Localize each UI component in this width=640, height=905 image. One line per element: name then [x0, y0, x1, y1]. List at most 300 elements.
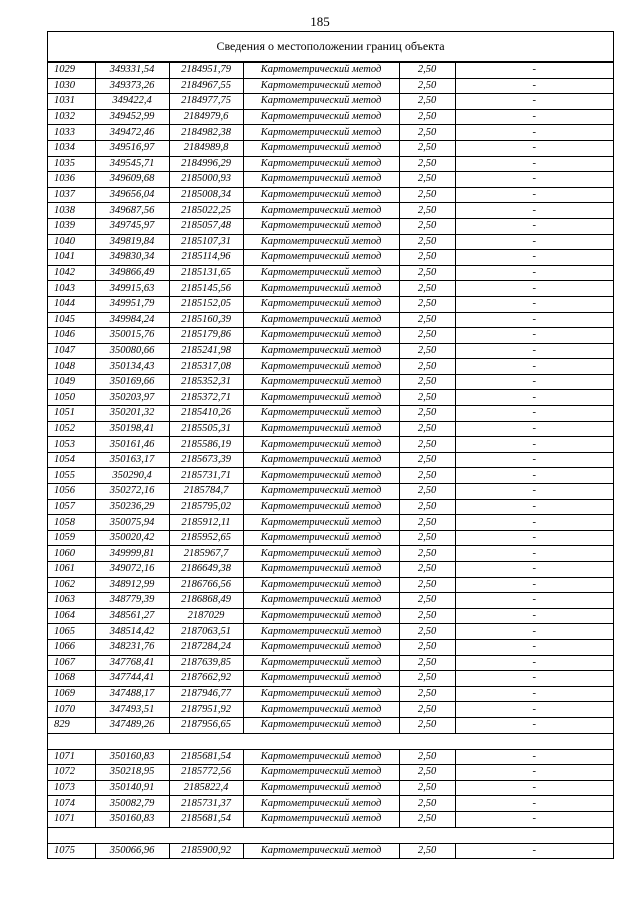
x-coordinate-cell: 349866,49: [95, 265, 169, 281]
y-coordinate-cell: 2185410,26: [169, 406, 243, 422]
table-row: [48, 265, 613, 281]
method-cell: Картометрический метод: [243, 749, 399, 765]
y-coordinate-cell: 2185352,31: [169, 374, 243, 390]
point-number-cell: 1065: [48, 624, 95, 640]
table-row: [48, 577, 613, 593]
note-cell: -: [455, 765, 613, 781]
x-coordinate-cell: 350169,66: [95, 374, 169, 390]
point-number-cell: 1066: [48, 639, 95, 655]
y-coordinate-cell: 2185114,96: [169, 250, 243, 266]
accuracy-cell: 2,50: [399, 312, 455, 328]
table-row: [48, 156, 613, 172]
accuracy-cell: 2,50: [399, 530, 455, 546]
method-cell: Картометрический метод: [243, 437, 399, 453]
y-coordinate-cell: 2185967,7: [169, 546, 243, 562]
note-cell: -: [455, 608, 613, 624]
x-coordinate-cell: 348912,99: [95, 577, 169, 593]
accuracy-cell: 2,50: [399, 811, 455, 827]
y-coordinate-cell: 2185822,4: [169, 780, 243, 796]
note-cell: -: [455, 717, 613, 733]
table-row: [48, 63, 613, 79]
note-cell: -: [455, 749, 613, 765]
table-row: [48, 312, 613, 328]
note-cell: -: [455, 109, 613, 125]
point-number-cell: 1070: [48, 702, 95, 718]
y-coordinate-cell: 2185505,31: [169, 421, 243, 437]
accuracy-cell: 2,50: [399, 577, 455, 593]
note-cell: -: [455, 655, 613, 671]
accuracy-cell: 2,50: [399, 343, 455, 359]
note-cell: -: [455, 515, 613, 531]
note-cell: -: [455, 530, 613, 546]
point-number-cell: 1030: [48, 78, 95, 94]
y-coordinate-cell: 2185000,93: [169, 172, 243, 188]
method-cell: Картометрический метод: [243, 452, 399, 468]
accuracy-cell: 2,50: [399, 94, 455, 110]
point-number-cell: 1055: [48, 468, 95, 484]
method-cell: Картометрический метод: [243, 655, 399, 671]
x-coordinate-cell: 349745,97: [95, 218, 169, 234]
accuracy-cell: 2,50: [399, 265, 455, 281]
table-row: [48, 468, 613, 484]
x-coordinate-cell: 350203,97: [95, 390, 169, 406]
method-cell: Картометрический метод: [243, 421, 399, 437]
point-number-cell: 1031: [48, 94, 95, 110]
y-coordinate-cell: 2187639,85: [169, 655, 243, 671]
y-coordinate-cell: 2187284,24: [169, 639, 243, 655]
point-number-cell: 1038: [48, 203, 95, 219]
x-coordinate-cell: 349984,24: [95, 312, 169, 328]
point-number-cell: 1057: [48, 499, 95, 515]
method-cell: Картометрический метод: [243, 624, 399, 640]
method-cell: Картометрический метод: [243, 125, 399, 141]
x-coordinate-cell: 349999,81: [95, 546, 169, 562]
note-cell: -: [455, 437, 613, 453]
point-number-cell: 829: [48, 717, 95, 733]
method-cell: Картометрический метод: [243, 686, 399, 702]
accuracy-cell: 2,50: [399, 359, 455, 375]
point-number-cell: 1071: [48, 749, 95, 765]
accuracy-cell: 2,50: [399, 125, 455, 141]
note-cell: -: [455, 78, 613, 94]
x-coordinate-cell: 348779,39: [95, 593, 169, 609]
table-row: [48, 639, 613, 655]
accuracy-cell: 2,50: [399, 593, 455, 609]
method-cell: Картометрический метод: [243, 702, 399, 718]
x-coordinate-cell: 350198,41: [95, 421, 169, 437]
method-cell: Картометрический метод: [243, 312, 399, 328]
table-separator-row: [48, 733, 613, 749]
note-cell: -: [455, 125, 613, 141]
note-cell: -: [455, 281, 613, 297]
method-cell: Картометрический метод: [243, 515, 399, 531]
note-cell: -: [455, 390, 613, 406]
table-row: [48, 296, 613, 312]
x-coordinate-cell: 348231,76: [95, 639, 169, 655]
y-coordinate-cell: 2185772,56: [169, 765, 243, 781]
point-number-cell: 1045: [48, 312, 95, 328]
page-number: 185: [310, 14, 330, 29]
y-coordinate-cell: 2186868,49: [169, 593, 243, 609]
table-row: [48, 172, 613, 188]
accuracy-cell: 2,50: [399, 702, 455, 718]
accuracy-cell: 2,50: [399, 717, 455, 733]
note-cell: -: [455, 484, 613, 500]
table-row: [48, 140, 613, 156]
x-coordinate-cell: 349516,97: [95, 140, 169, 156]
accuracy-cell: 2,50: [399, 187, 455, 203]
method-cell: Картометрический метод: [243, 717, 399, 733]
x-coordinate-cell: 349452,99: [95, 109, 169, 125]
accuracy-cell: 2,50: [399, 328, 455, 344]
x-coordinate-cell: 350066,96: [95, 843, 169, 859]
point-number-cell: 1035: [48, 156, 95, 172]
table-row: [48, 624, 613, 640]
method-cell: Картометрический метод: [243, 250, 399, 266]
method-cell: Картометрический метод: [243, 265, 399, 281]
method-cell: Картометрический метод: [243, 234, 399, 250]
method-cell: Картометрический метод: [243, 499, 399, 515]
x-coordinate-cell: 349472,46: [95, 125, 169, 141]
point-number-cell: 1036: [48, 172, 95, 188]
accuracy-cell: 2,50: [399, 218, 455, 234]
y-coordinate-cell: 2184967,55: [169, 78, 243, 94]
y-coordinate-cell: 2185795,02: [169, 499, 243, 515]
note-cell: -: [455, 296, 613, 312]
point-number-cell: 1053: [48, 437, 95, 453]
note-cell: -: [455, 94, 613, 110]
method-cell: Картометрический метод: [243, 843, 399, 859]
x-coordinate-cell: 349422,4: [95, 94, 169, 110]
table-title: Сведения о местоположении границ объекта: [48, 32, 613, 62]
method-cell: Картометрический метод: [243, 156, 399, 172]
note-cell: -: [455, 593, 613, 609]
accuracy-cell: 2,50: [399, 639, 455, 655]
x-coordinate-cell: 350140,91: [95, 780, 169, 796]
x-coordinate-cell: 350075,94: [95, 515, 169, 531]
point-number-cell: 1058: [48, 515, 95, 531]
note-cell: -: [455, 265, 613, 281]
table-row: [48, 530, 613, 546]
table-row: [48, 78, 613, 94]
accuracy-cell: 2,50: [399, 156, 455, 172]
method-cell: Картометрический метод: [243, 343, 399, 359]
note-cell: -: [455, 234, 613, 250]
accuracy-cell: 2,50: [399, 172, 455, 188]
note-cell: -: [455, 452, 613, 468]
note-cell: -: [455, 203, 613, 219]
point-number-cell: 1062: [48, 577, 95, 593]
accuracy-cell: 2,50: [399, 546, 455, 562]
point-number-cell: 1067: [48, 655, 95, 671]
method-cell: Картометрический метод: [243, 296, 399, 312]
table-row: [48, 780, 613, 796]
y-coordinate-cell: 2185152,05: [169, 296, 243, 312]
table-row: [48, 234, 613, 250]
point-number-cell: 1069: [48, 686, 95, 702]
point-number-cell: 1059: [48, 530, 95, 546]
point-number-cell: 1032: [48, 109, 95, 125]
method-cell: Картометрический метод: [243, 328, 399, 344]
table-row: [48, 187, 613, 203]
x-coordinate-cell: 347768,41: [95, 655, 169, 671]
accuracy-cell: 2,50: [399, 843, 455, 859]
note-cell: -: [455, 140, 613, 156]
accuracy-cell: 2,50: [399, 671, 455, 687]
x-coordinate-cell: 348514,42: [95, 624, 169, 640]
method-cell: Картометрический метод: [243, 468, 399, 484]
x-coordinate-cell: 350134,43: [95, 359, 169, 375]
x-coordinate-cell: 349687,56: [95, 203, 169, 219]
method-cell: Картометрический метод: [243, 671, 399, 687]
x-coordinate-cell: 350201,32: [95, 406, 169, 422]
note-cell: -: [455, 421, 613, 437]
method-cell: Картометрический метод: [243, 796, 399, 812]
table-row: [48, 765, 613, 781]
accuracy-cell: 2,50: [399, 452, 455, 468]
accuracy-cell: 2,50: [399, 765, 455, 781]
y-coordinate-cell: 2186766,56: [169, 577, 243, 593]
note-cell: -: [455, 499, 613, 515]
x-coordinate-cell: 350290,4: [95, 468, 169, 484]
table-row: [48, 203, 613, 219]
table-row: [48, 374, 613, 390]
note-cell: -: [455, 374, 613, 390]
method-cell: Картометрический метод: [243, 94, 399, 110]
boundary-table-body: [48, 63, 613, 859]
y-coordinate-cell: 2187063,51: [169, 624, 243, 640]
point-number-cell: 1051: [48, 406, 95, 422]
accuracy-cell: 2,50: [399, 281, 455, 297]
x-coordinate-cell: 349609,68: [95, 172, 169, 188]
y-coordinate-cell: 2185681,54: [169, 749, 243, 765]
table-row: [48, 562, 613, 578]
table-row: [48, 843, 613, 859]
note-cell: -: [455, 218, 613, 234]
accuracy-cell: 2,50: [399, 437, 455, 453]
y-coordinate-cell: 2185241,98: [169, 343, 243, 359]
point-number-cell: 1056: [48, 484, 95, 500]
accuracy-cell: 2,50: [399, 406, 455, 422]
y-coordinate-cell: 2185372,71: [169, 390, 243, 406]
point-number-cell: 1054: [48, 452, 95, 468]
point-number-cell: 1063: [48, 593, 95, 609]
table-row: [48, 109, 613, 125]
point-number-cell: 1050: [48, 390, 95, 406]
note-cell: -: [455, 577, 613, 593]
table-row: [48, 281, 613, 297]
accuracy-cell: 2,50: [399, 608, 455, 624]
note-cell: -: [455, 343, 613, 359]
y-coordinate-cell: 2185160,39: [169, 312, 243, 328]
y-coordinate-cell: 2185022,25: [169, 203, 243, 219]
note-cell: -: [455, 796, 613, 812]
point-number-cell: 1073: [48, 780, 95, 796]
y-coordinate-cell: 2185681,54: [169, 811, 243, 827]
x-coordinate-cell: 350272,16: [95, 484, 169, 500]
point-number-cell: 1074: [48, 796, 95, 812]
note-cell: -: [455, 562, 613, 578]
table-row: [48, 250, 613, 266]
separator-cell: [48, 733, 613, 749]
x-coordinate-cell: 349373,26: [95, 78, 169, 94]
x-coordinate-cell: 349656,04: [95, 187, 169, 203]
point-number-cell: 1072: [48, 765, 95, 781]
x-coordinate-cell: 347488,17: [95, 686, 169, 702]
separator-cell: [48, 827, 613, 843]
x-coordinate-cell: 348561,27: [95, 608, 169, 624]
table-row: [48, 702, 613, 718]
y-coordinate-cell: 2185057,48: [169, 218, 243, 234]
accuracy-cell: 2,50: [399, 562, 455, 578]
method-cell: Картометрический метод: [243, 639, 399, 655]
point-number-cell: 1049: [48, 374, 95, 390]
note-cell: -: [455, 172, 613, 188]
y-coordinate-cell: 2184951,79: [169, 63, 243, 79]
method-cell: Картометрический метод: [243, 203, 399, 219]
x-coordinate-cell: 350160,83: [95, 811, 169, 827]
note-cell: -: [455, 843, 613, 859]
note-cell: -: [455, 671, 613, 687]
note-cell: -: [455, 406, 613, 422]
method-cell: Картометрический метод: [243, 780, 399, 796]
table-row: [48, 655, 613, 671]
x-coordinate-cell: 350161,46: [95, 437, 169, 453]
method-cell: Картометрический метод: [243, 359, 399, 375]
y-coordinate-cell: 2185586,19: [169, 437, 243, 453]
y-coordinate-cell: 2185008,34: [169, 187, 243, 203]
x-coordinate-cell: 350218,95: [95, 765, 169, 781]
note-cell: -: [455, 468, 613, 484]
x-coordinate-cell: 347744,41: [95, 671, 169, 687]
y-coordinate-cell: 2187662,92: [169, 671, 243, 687]
table-row: [48, 811, 613, 827]
y-coordinate-cell: 2185912,11: [169, 515, 243, 531]
method-cell: Картометрический метод: [243, 140, 399, 156]
method-cell: Картометрический метод: [243, 406, 399, 422]
method-cell: Картометрический метод: [243, 765, 399, 781]
x-coordinate-cell: 350020,42: [95, 530, 169, 546]
point-number-cell: 1046: [48, 328, 95, 344]
x-coordinate-cell: 349331,54: [95, 63, 169, 79]
note-cell: -: [455, 312, 613, 328]
note-cell: -: [455, 546, 613, 562]
y-coordinate-cell: 2184979,6: [169, 109, 243, 125]
accuracy-cell: 2,50: [399, 796, 455, 812]
y-coordinate-cell: 2185731,37: [169, 796, 243, 812]
table-row: [48, 608, 613, 624]
table-row: [48, 686, 613, 702]
point-number-cell: 1034: [48, 140, 95, 156]
point-number-cell: 1042: [48, 265, 95, 281]
method-cell: Картометрический метод: [243, 187, 399, 203]
point-number-cell: 1060: [48, 546, 95, 562]
y-coordinate-cell: 2185731,71: [169, 468, 243, 484]
note-cell: -: [455, 156, 613, 172]
x-coordinate-cell: 347489,26: [95, 717, 169, 733]
boundary-table: [48, 62, 613, 859]
accuracy-cell: 2,50: [399, 374, 455, 390]
accuracy-cell: 2,50: [399, 234, 455, 250]
x-coordinate-cell: 349915,63: [95, 281, 169, 297]
y-coordinate-cell: 2186649,38: [169, 562, 243, 578]
table-row: [48, 406, 613, 422]
x-coordinate-cell: 350080,66: [95, 343, 169, 359]
y-coordinate-cell: 2185900,92: [169, 843, 243, 859]
point-number-cell: 1061: [48, 562, 95, 578]
y-coordinate-cell: 2185952,65: [169, 530, 243, 546]
point-number-cell: 1052: [48, 421, 95, 437]
y-coordinate-cell: 2185131,65: [169, 265, 243, 281]
table-row: [48, 796, 613, 812]
table-row: [48, 484, 613, 500]
y-coordinate-cell: 2184982,38: [169, 125, 243, 141]
point-number-cell: 1037: [48, 187, 95, 203]
y-coordinate-cell: 2185145,56: [169, 281, 243, 297]
table-row: [48, 421, 613, 437]
table-row: [48, 125, 613, 141]
table-row: [48, 717, 613, 733]
note-cell: -: [455, 811, 613, 827]
accuracy-cell: 2,50: [399, 63, 455, 79]
point-number-cell: 1044: [48, 296, 95, 312]
point-number-cell: 1068: [48, 671, 95, 687]
point-number-cell: 1039: [48, 218, 95, 234]
method-cell: Картометрический метод: [243, 281, 399, 297]
x-coordinate-cell: 349951,79: [95, 296, 169, 312]
table-row: [48, 452, 613, 468]
x-coordinate-cell: 350163,17: [95, 452, 169, 468]
x-coordinate-cell: 349545,71: [95, 156, 169, 172]
method-cell: Картометрический метод: [243, 562, 399, 578]
point-number-cell: 1043: [48, 281, 95, 297]
table-row: [48, 343, 613, 359]
y-coordinate-cell: 2184977,75: [169, 94, 243, 110]
table-row: [48, 437, 613, 453]
x-coordinate-cell: 347493,51: [95, 702, 169, 718]
point-number-cell: 1029: [48, 63, 95, 79]
method-cell: Картометрический метод: [243, 484, 399, 500]
table-row: [48, 218, 613, 234]
y-coordinate-cell: 2187946,77: [169, 686, 243, 702]
table-row: [48, 546, 613, 562]
point-number-cell: 1048: [48, 359, 95, 375]
y-coordinate-cell: 2184996,29: [169, 156, 243, 172]
accuracy-cell: 2,50: [399, 390, 455, 406]
x-coordinate-cell: 349830,34: [95, 250, 169, 266]
accuracy-cell: 2,50: [399, 515, 455, 531]
point-number-cell: 1047: [48, 343, 95, 359]
accuracy-cell: 2,50: [399, 484, 455, 500]
y-coordinate-cell: 2185673,39: [169, 452, 243, 468]
y-coordinate-cell: 2187951,92: [169, 702, 243, 718]
note-cell: -: [455, 187, 613, 203]
y-coordinate-cell: 2185179,86: [169, 328, 243, 344]
accuracy-cell: 2,50: [399, 780, 455, 796]
method-cell: Картометрический метод: [243, 390, 399, 406]
method-cell: Картометрический метод: [243, 593, 399, 609]
table-row: [48, 94, 613, 110]
note-cell: -: [455, 624, 613, 640]
accuracy-cell: 2,50: [399, 296, 455, 312]
y-coordinate-cell: 2185317,08: [169, 359, 243, 375]
note-cell: -: [455, 639, 613, 655]
note-cell: -: [455, 686, 613, 702]
table-row: [48, 671, 613, 687]
table-row: [48, 749, 613, 765]
method-cell: Картометрический метод: [243, 577, 399, 593]
method-cell: Картометрический метод: [243, 63, 399, 79]
